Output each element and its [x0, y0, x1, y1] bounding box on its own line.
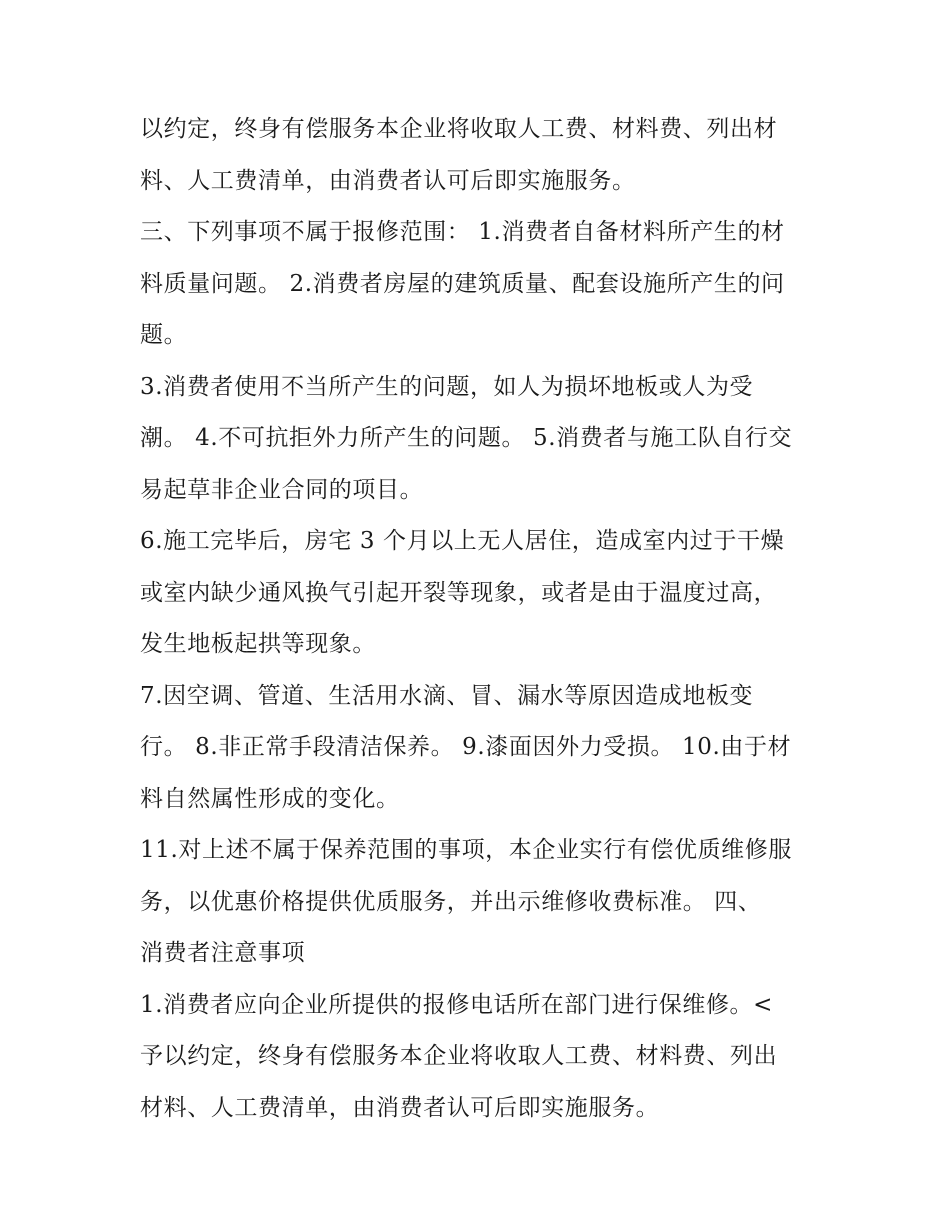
text-line-4: 料质量问题。 2.消费者房屋的建筑质量、配套设施所产生的问: [140, 270, 785, 297]
text-line-5: 题。: [140, 322, 188, 348]
text-line-7: 潮。 4.不可抗拒外力所产生的问题。 5.消费者与施工队自行交: [140, 425, 793, 451]
text-line-3: 三、下列事项不属于报修范围： 1.消费者自备材料所产生的材: [140, 219, 785, 245]
text-line-8: 易起草非企业合同的项目。: [140, 476, 424, 503]
text-line-14: 料自然属性形成的变化。: [140, 785, 400, 812]
text-line-16: 务，以优惠价格提供优质服务，并出示维修收费标准。 四、: [140, 888, 762, 915]
text-line-2: 料、人工费清单，由消费者认可后即实施服务。: [140, 167, 636, 194]
text-line-19: 予以约定，终身有偿服务本企业将收取人工费、材料费、列出: [140, 1043, 778, 1069]
text-line-12: 7.因空调、管道、生活用水滴、冒、漏水等原因造成地板变: [140, 682, 754, 709]
text-line-10: 或室内缺少通风换气引起开裂等现象，或者是由于温度过高，: [140, 579, 778, 606]
text-line-1: 以约定，终身有偿服务本企业将收取人工费、材料费、列出材: [140, 116, 778, 142]
text-line-9: 6.施工完毕后，房宅 3 个月以上无人居住，造成室内过于干燥: [140, 528, 785, 554]
text-line-13: 行。 8.非正常手段清洁保养。 9.漆面因外力受损。 10.由于材: [140, 734, 792, 760]
text-line-11: 发生地板起拱等现象。: [140, 631, 376, 657]
document-body: [140, 104, 820, 1134]
text-line-15: 11.对上述不属于保养范围的事项，本企业实行有偿优质维修服: [140, 837, 792, 863]
text-line-17: 消费者注意事项: [140, 940, 306, 966]
text-line-20: 材料、人工费清单，由消费者认可后即实施服务。: [140, 1094, 660, 1121]
text-line-6: 3.消费者使用不当所产生的问题，如人为损坏地板或人为受: [140, 373, 754, 400]
text-line-18: 1.消费者应向企业所提供的报修电话所在部门进行保维修。<: [140, 991, 774, 1018]
